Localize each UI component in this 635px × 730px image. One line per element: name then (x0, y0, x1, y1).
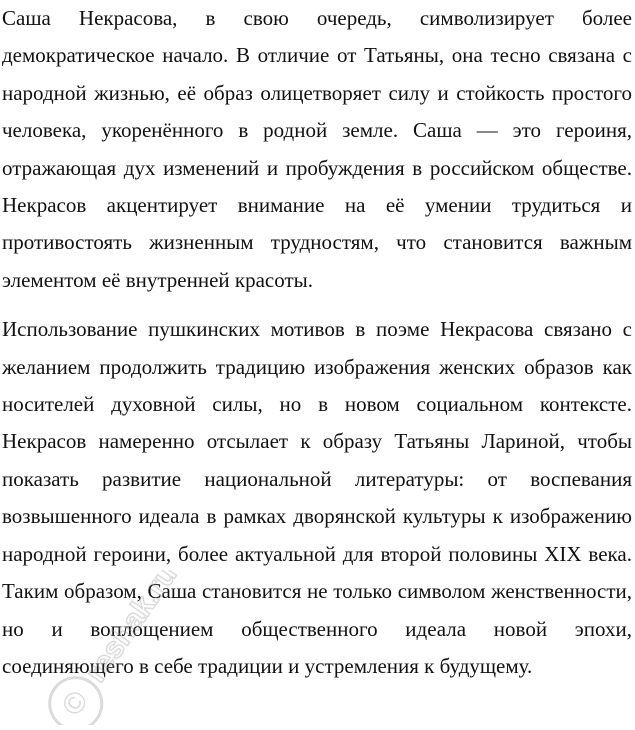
watermark-text: reshak.ru (79, 570, 184, 689)
watermark-copyright-symbol: © (55, 684, 96, 722)
paragraph-1: Саша Некрасова, в свою очередь, символизирует более демократическое начало. В отличие от Татьяны, она тесно связана с народной жизнью, её образ олицетворяет силу и стойкость простого человека, укоренённого в родной земле. Саша — это героиня, отражающая дух изменений и пробуждения в российском обществе. Некрасов акцентирует внимание на её умении трудиться и противостоять жизненным трудностям, что становится важным элементом её внутренней красоты. (2, 6, 632, 292)
paragraph-2: Использование пушкинских мотивов в поэме Некрасова связано с желанием продолжить традицию изображения женских образов как носителей духовной силы, но в новом социальном контексте. Некрасов намеренно отсылает к образу Татьяны Лариной, чтобы показать развитие национальной литературы: от воспевания возвышенного идеала в рамках дворянской культуры к изображению народной героини, более актуальной для второй половины XIX века. Таким образом, Саша становится не только символом женственности, но и воплощением общественного идеала новой эпохи, соединяющего в себе традиции и устремления к будущему. (2, 317, 632, 678)
